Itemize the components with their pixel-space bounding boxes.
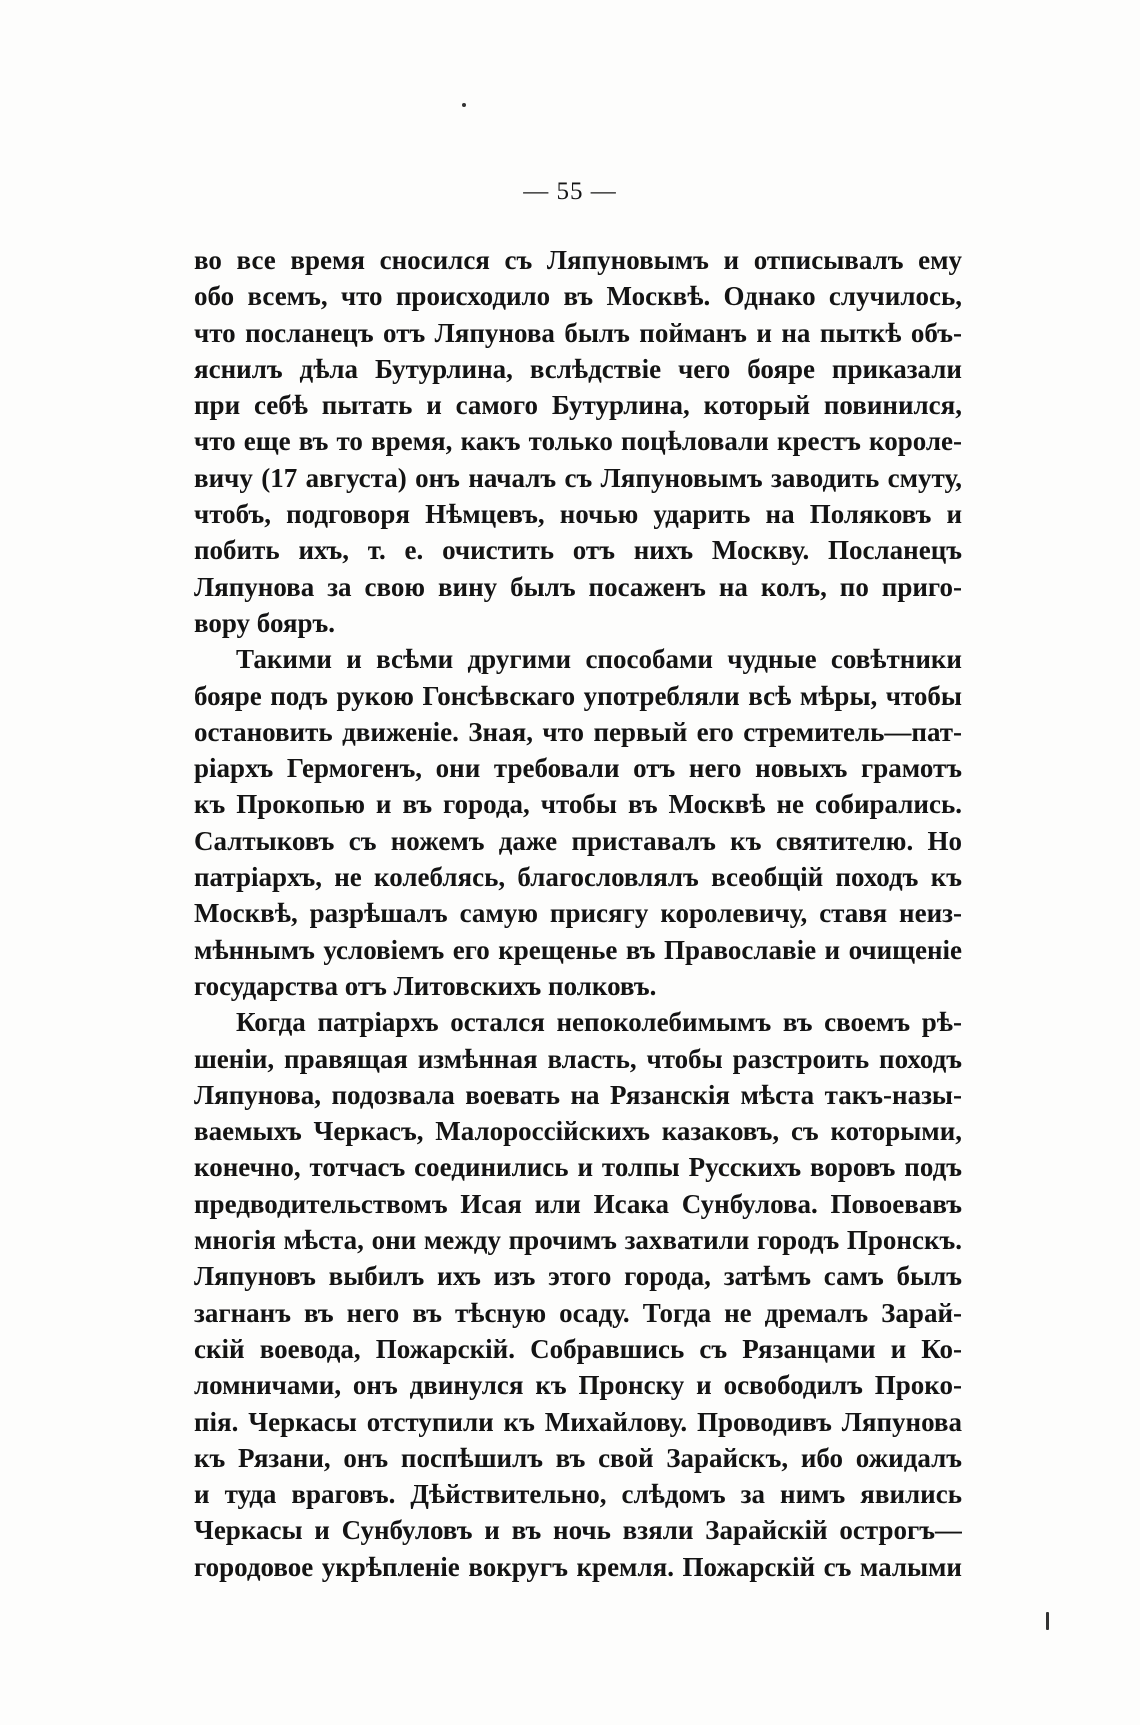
- text-line: вору бояръ.: [194, 607, 336, 638]
- text-line: бояре подъ рукою Гонсѣвскаго употребляли всѣ мѣры, чтобы: [194, 680, 962, 711]
- text-line: Когда патріархъ остался непоколебимымъ въ своемъ рѣ-: [236, 1007, 962, 1038]
- text-line: мѣннымъ условіемъ его крещенье въ Православіе и очищеніе: [194, 934, 962, 965]
- text-line: Салтыковъ съ ножемъ даже приставалъ къ святителю. Но: [194, 825, 962, 856]
- text-line: государства отъ Литовскихъ полковъ.: [194, 970, 657, 1001]
- ink-speck: [462, 103, 466, 107]
- text-line: ломничами, онъ двинулся къ Пронску и освободилъ Проко-: [194, 1370, 962, 1401]
- text-line: во все время сносился съ Ляпуновымъ и отписывалъ ему: [194, 245, 962, 275]
- text-line: при себѣ пытать и самого Бутурлина, который повинился,: [194, 390, 962, 421]
- text-line: къ Прокопью и въ города, чтобы въ Москвѣ не собирались.: [194, 789, 962, 820]
- text-line: Москвѣ, разрѣшалъ самую присягу королевичу, ставя неиз-: [194, 898, 962, 929]
- text-line: Черкасы и Сунбуловъ и въ ночь взяли Зарайскій острогъ—: [194, 1515, 962, 1546]
- text-line: къ Рязани, онъ поспѣшилъ въ свой Зарайскъ, ибо ожидалъ: [194, 1442, 962, 1473]
- page-number: — 55 —: [523, 178, 617, 205]
- ink-speck: [1046, 1612, 1049, 1630]
- text-line: обо всемъ, что происходило въ Москвѣ. Однако случилось,: [194, 281, 962, 312]
- text-line: скій воевода, Пожарскій. Собравшись съ Рязанцами и Ко-: [194, 1333, 962, 1364]
- text-line: Такими и всѣми другими способами чудные совѣтники: [236, 644, 962, 675]
- text-line: патріархъ, не колеблясь, благословлялъ всеобщій походъ къ: [194, 862, 962, 893]
- text-line: вичу (17 августа) онъ началъ съ Ляпуновымъ заводить смуту,: [194, 462, 962, 493]
- text-line: и туда враговъ. Дѣйствительно, слѣдомъ за нимъ явились: [194, 1479, 962, 1510]
- text-line: ріархъ Гермогенъ, они требовали отъ него новыхъ грамотъ: [194, 753, 962, 784]
- text-line: остановить движеніе. Зная, что первый его стремитель—пат-: [194, 716, 962, 747]
- body-text: [194, 242, 962, 1585]
- text-line: яснилъ дѣла Бутурлина, вслѣдствіе чего бояре приказали: [194, 353, 962, 384]
- text-line: пія. Черкасы отступили къ Михайлову. Проводивъ Ляпунова: [194, 1406, 962, 1437]
- text-line: шеніи, правящая измѣнная власть, чтобы разстроить походъ: [194, 1043, 962, 1074]
- text-line: предводительствомъ Исая или Исака Сунбулова. Повоевавъ: [194, 1188, 962, 1219]
- text-line: ваемыхъ Черкасъ, Малороссійскихъ казаковъ, съ которыми,: [194, 1116, 962, 1147]
- text-line: Ляпуновъ выбилъ ихъ изъ этого города, затѣмъ самъ былъ: [194, 1261, 962, 1292]
- text-line: чтобъ, подговоря Нѣмцевъ, ночью ударить на Поляковъ и: [194, 499, 962, 530]
- text-line: загнанъ въ него въ тѣсную осаду. Тогда не дремалъ Зарай-: [194, 1297, 962, 1328]
- text-line: побить ихъ, т. е. очистить отъ нихъ Москву. Посланецъ: [194, 535, 962, 566]
- text-line: многія мѣста, они между прочимъ захватили городъ Пронскъ.: [194, 1225, 962, 1256]
- text-line: конечно, тотчасъ соединились и толпы Русскихъ воровъ подъ: [194, 1152, 962, 1183]
- text-line: что посланецъ отъ Ляпунова былъ пойманъ и на пыткѣ объ-: [194, 317, 962, 348]
- text-line: городовое укрѣпленіе вокругъ кремля. Пожарскій съ малыми: [194, 1551, 962, 1582]
- text-line: что еще въ то время, какъ только поцѣловали крестъ короле-: [194, 426, 962, 457]
- text-line: Ляпунова за свою вину былъ посаженъ на колъ, по приго-: [194, 571, 962, 602]
- text-line: Ляпунова, подозвала воевать на Рязанскія мѣста такъ-назы-: [194, 1079, 962, 1110]
